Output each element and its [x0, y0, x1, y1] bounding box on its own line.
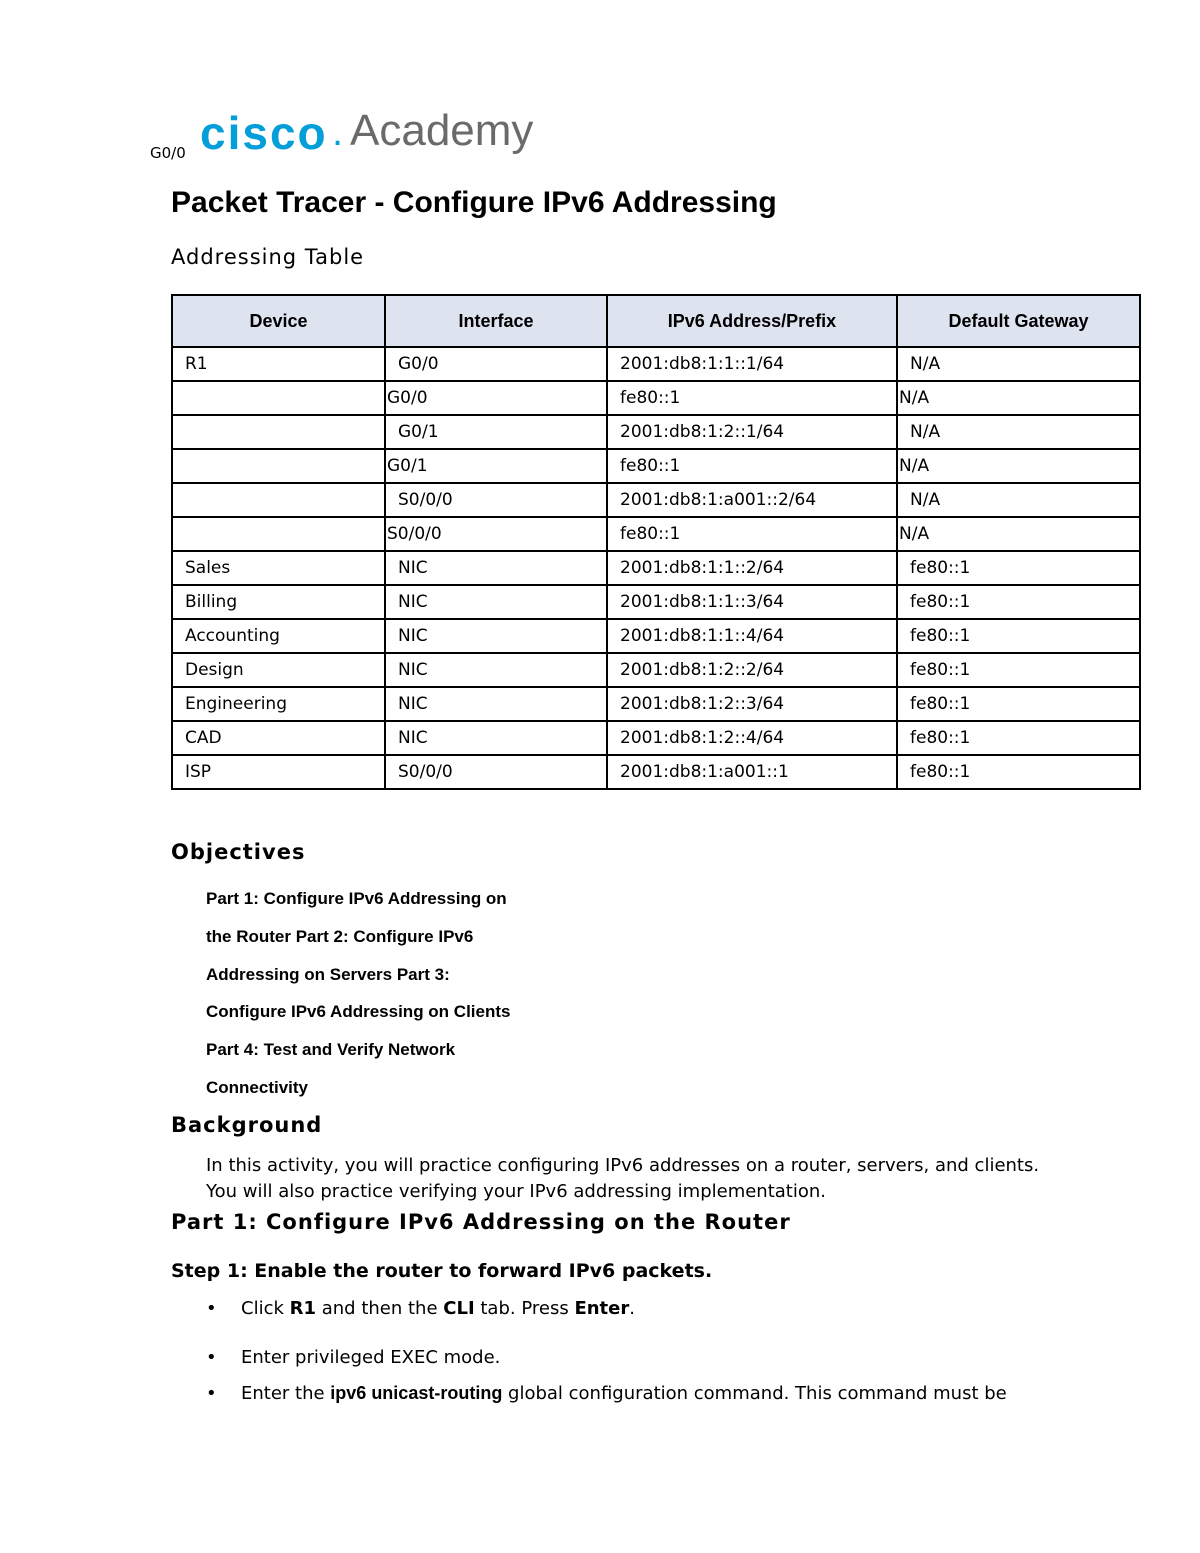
- table-row: [172, 653, 1140, 687]
- cell-address: 2001:db8:1:1::4/64: [607, 619, 897, 653]
- header-interface: Interface: [385, 295, 607, 347]
- cell-address: 2001:db8:1:2::1/64: [607, 415, 897, 449]
- logo-dot: .: [332, 112, 344, 154]
- page-title: Packet Tracer - Configure IPv6 Addressing: [171, 186, 777, 219]
- cell-gateway: fe80::1: [897, 755, 1140, 789]
- cell-interface: G0/1: [385, 415, 607, 449]
- table-row: [172, 687, 1140, 721]
- cell-device: CAD: [172, 721, 385, 755]
- cell-address: 2001:db8:1:1::2/64: [607, 551, 897, 585]
- cell-address: 2001:db8:1:1::3/64: [607, 585, 897, 619]
- cell-interface: NIC: [385, 551, 607, 585]
- cell-device: [172, 381, 385, 415]
- cell-gateway: fe80::1: [897, 551, 1140, 585]
- cell-gateway: fe80::1: [897, 721, 1140, 755]
- bullet-text: .: [629, 1298, 635, 1319]
- table-row: [172, 483, 1140, 517]
- cell-gateway: fe80::1: [897, 619, 1140, 653]
- bullet-dot-icon: •: [206, 1298, 217, 1319]
- cell-device: Sales: [172, 551, 385, 585]
- cell-gateway: N/A: [897, 381, 1140, 415]
- bullet-text: Enter the: [241, 1383, 331, 1404]
- bullet-text: global configuration command. This command must be: [502, 1383, 1007, 1404]
- table-header-row: [172, 295, 1140, 347]
- academy-wordmark: Academy: [350, 112, 534, 155]
- instruction-bullet: [206, 1347, 500, 1368]
- header-ipv6-address: IPv6 Address/Prefix: [607, 295, 897, 347]
- cell-address: 2001:db8:1:2::2/64: [607, 653, 897, 687]
- cell-gateway: N/A: [897, 517, 1140, 551]
- table-row: [172, 551, 1140, 585]
- cell-address: fe80::1: [607, 517, 897, 551]
- table-row: [172, 517, 1140, 551]
- cell-device: Accounting: [172, 619, 385, 653]
- objective-line: Part 4: Test and Verify Network: [206, 1040, 456, 1059]
- cell-address: 2001:db8:1:a001::2/64: [607, 483, 897, 517]
- background-paragraph: In this activity, you will practice configuring IPv6 addresses on a router, servers, and clients. You will also practice verifying your IPv6 addressing implementation.: [206, 1155, 1040, 1202]
- cell-device: [172, 483, 385, 517]
- addressing-table-heading: Addressing Table: [171, 245, 365, 269]
- cell-interface: S0/0/0: [385, 517, 607, 551]
- cell-address: fe80::1: [607, 449, 897, 483]
- objective-line: Addressing on Servers Part 3:: [206, 965, 450, 984]
- cell-gateway: N/A: [897, 415, 1140, 449]
- logo-overlay-text: G0/0: [150, 144, 186, 162]
- cell-interface: NIC: [385, 619, 607, 653]
- cell-interface: NIC: [385, 721, 607, 755]
- bullet-dot-icon: •: [206, 1347, 217, 1368]
- cell-address: 2001:db8:1:2::3/64: [607, 687, 897, 721]
- bullet-text: Enter privileged EXEC mode.: [241, 1347, 501, 1368]
- objective-line: Connectivity: [206, 1078, 309, 1097]
- cell-gateway: fe80::1: [897, 585, 1140, 619]
- cell-device: R1: [172, 347, 385, 381]
- part1-heading: Part 1: Configure IPv6 Addressing on the Router: [171, 1210, 791, 1234]
- cisco-wordmark: cisco: [200, 112, 328, 159]
- keyword-enter: Enter: [574, 1298, 630, 1319]
- keyword-r1: R1: [289, 1298, 317, 1319]
- cell-interface: NIC: [385, 653, 607, 687]
- cell-device: [172, 415, 385, 449]
- addressing-table: [171, 294, 1141, 790]
- cisco-academy-logo: [150, 112, 570, 164]
- bullet-text: and then the: [316, 1298, 444, 1319]
- cell-interface: G0/0: [385, 381, 607, 415]
- objectives-heading: Objectives: [171, 840, 306, 864]
- table-row: [172, 619, 1140, 653]
- bullet-text: tab. Press: [474, 1298, 575, 1319]
- header-device: Device: [172, 295, 385, 347]
- bullet-text: Click: [241, 1298, 290, 1319]
- table-row: [172, 585, 1140, 619]
- cell-gateway: N/A: [897, 483, 1140, 517]
- cell-gateway: fe80::1: [897, 687, 1140, 721]
- objective-line: Configure IPv6 Addressing on Clients: [206, 1002, 511, 1021]
- cell-device: Design: [172, 653, 385, 687]
- step1-heading: Step 1: Enable the router to forward IPv6 packets.: [171, 1260, 713, 1282]
- header-default-gateway: Default Gateway: [897, 295, 1140, 347]
- cell-gateway: fe80::1: [897, 653, 1140, 687]
- cell-interface: S0/0/0: [385, 483, 607, 517]
- table-row: [172, 415, 1140, 449]
- objective-line: the Router Part 2: Configure IPv6: [206, 927, 474, 946]
- cell-device: Engineering: [172, 687, 385, 721]
- instruction-bullet: [206, 1298, 635, 1319]
- keyword-cli: CLI: [443, 1298, 475, 1319]
- cell-device: Billing: [172, 585, 385, 619]
- cell-interface: NIC: [385, 687, 607, 721]
- bullet-dot-icon: •: [206, 1383, 217, 1404]
- keyword-ipv6-unicast-routing: ipv6 unicast-routing: [330, 1383, 503, 1403]
- table-row: [172, 381, 1140, 415]
- instruction-bullet: [206, 1383, 1007, 1404]
- table-row: [172, 347, 1140, 381]
- cell-address: 2001:db8:1:a001::1: [607, 755, 897, 789]
- cell-interface: NIC: [385, 585, 607, 619]
- cell-device: [172, 517, 385, 551]
- cell-device: [172, 449, 385, 483]
- cell-interface: G0/0: [385, 347, 607, 381]
- background-heading: Background: [171, 1113, 323, 1137]
- cell-address: 2001:db8:1:2::4/64: [607, 721, 897, 755]
- cell-interface: S0/0/0: [385, 755, 607, 789]
- table-row: [172, 755, 1140, 789]
- cell-address: 2001:db8:1:1::1/64: [607, 347, 897, 381]
- cell-address: fe80::1: [607, 381, 897, 415]
- cell-interface: G0/1: [385, 449, 607, 483]
- table-row: [172, 449, 1140, 483]
- objective-line: Part 1: Configure IPv6 Addressing on: [206, 889, 507, 908]
- cell-device: ISP: [172, 755, 385, 789]
- cell-gateway: N/A: [897, 449, 1140, 483]
- table-row: [172, 721, 1140, 755]
- cell-gateway: N/A: [897, 347, 1140, 381]
